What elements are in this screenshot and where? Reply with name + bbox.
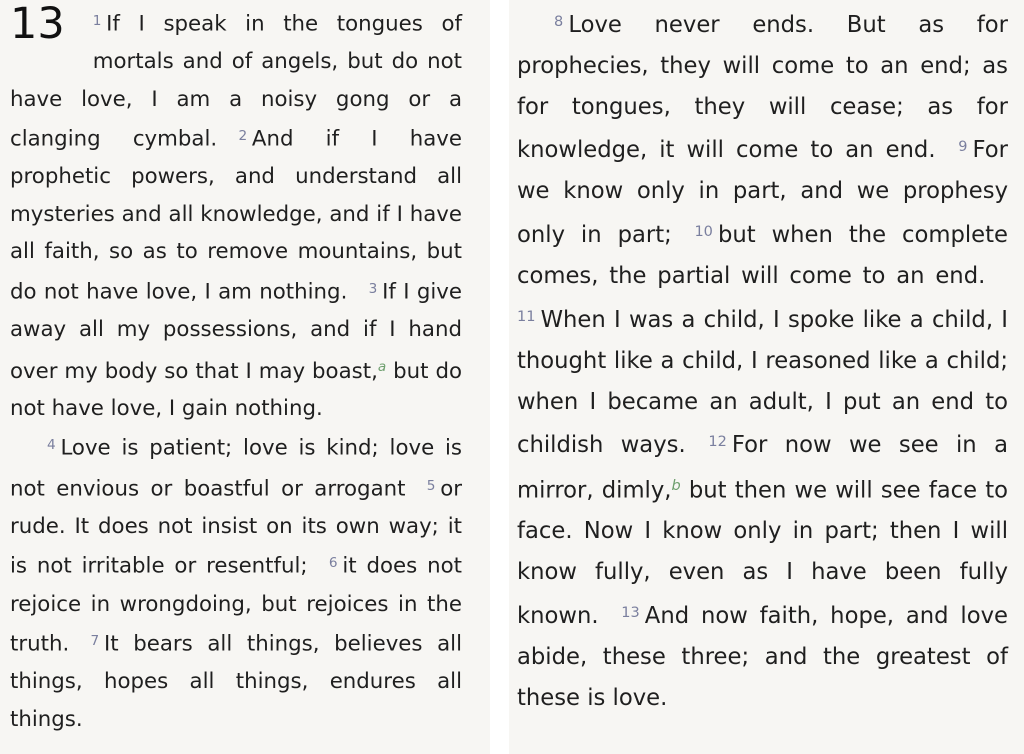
right-page [509,0,1024,754]
verse-text: If I speak in the tongues of mortals and of angels, but do not have love, I am a noisy gong or a clanging cymbal. [10,11,462,152]
left-column-text [10,0,462,738]
verse-number: 7 [90,633,100,650]
right-column-text [517,2,1008,718]
verse-number: 4 [47,437,56,454]
verse-text: but when the complete comes, the partial will come to an end. [517,222,1008,290]
left-page [0,0,490,754]
verse-number: 6 [328,555,338,572]
footnote-marker[interactable]: a [377,358,387,375]
verse-text: And if I have prophetic powers, and understand all mysteries and all knowledge, and if I have all faith, so as to remove mountains, but do not have love, I am nothing. [10,126,462,305]
paragraph [517,2,1008,718]
verse-text: It bears all things, believes all things, hopes all things, endures all things. [10,631,462,732]
verse-text: For we know only in part, and we prophesy only in part; [517,137,1008,249]
verse-text: When I was a child, I spoke like a child, I thought like a child, I reasoned like a child; when I became an adult, I put an end to childish ways. [517,306,1008,459]
verse-text: For now we see in a mirror, dimly, [517,432,1008,504]
verse-number: 1 [92,13,102,29]
verse-number: 13 [621,604,640,621]
verse-number: 9 [958,139,968,156]
verse-text: And now faith, hope, and love abide, these three; and the greatest of these is love. [517,602,1008,711]
chapter-number: 13 [10,0,65,49]
verse-text: Love is patient; love is kind; love is not envious or boastful or arrogant [10,436,462,502]
verse-number: 8 [554,14,564,30]
verse-number: 10 [694,224,713,241]
verse-number: 2 [238,128,248,145]
verse-number: 3 [368,280,378,297]
verse-number: 12 [708,434,727,451]
verse-text: but then we will see face to face. Now I know only in part; then I will know fully, even as I have been fully known. [517,477,1008,629]
verse-number: 11 [517,308,536,325]
verse-text: Love never ends. But as for prophecies, they will come to an end; as for tongues, they will cease; as for knowledge, it will come to an end. [517,12,1008,164]
paragraph [10,427,462,738]
verse-text: or rude. It does not insist on its own way; it is not irritable or resentful; [10,476,462,580]
paragraph [10,0,462,427]
verse-text: it does not rejoice in wrongdoing, but rejoices in the truth. [10,554,462,657]
verse-text: If I give away all my possessions, and if I hand over my body so that I may boast, [10,279,462,384]
verse-number: 5 [426,477,436,494]
footnote-marker[interactable]: b [671,478,681,495]
verse-text: but do not have love, I gain nothing. [10,358,462,421]
